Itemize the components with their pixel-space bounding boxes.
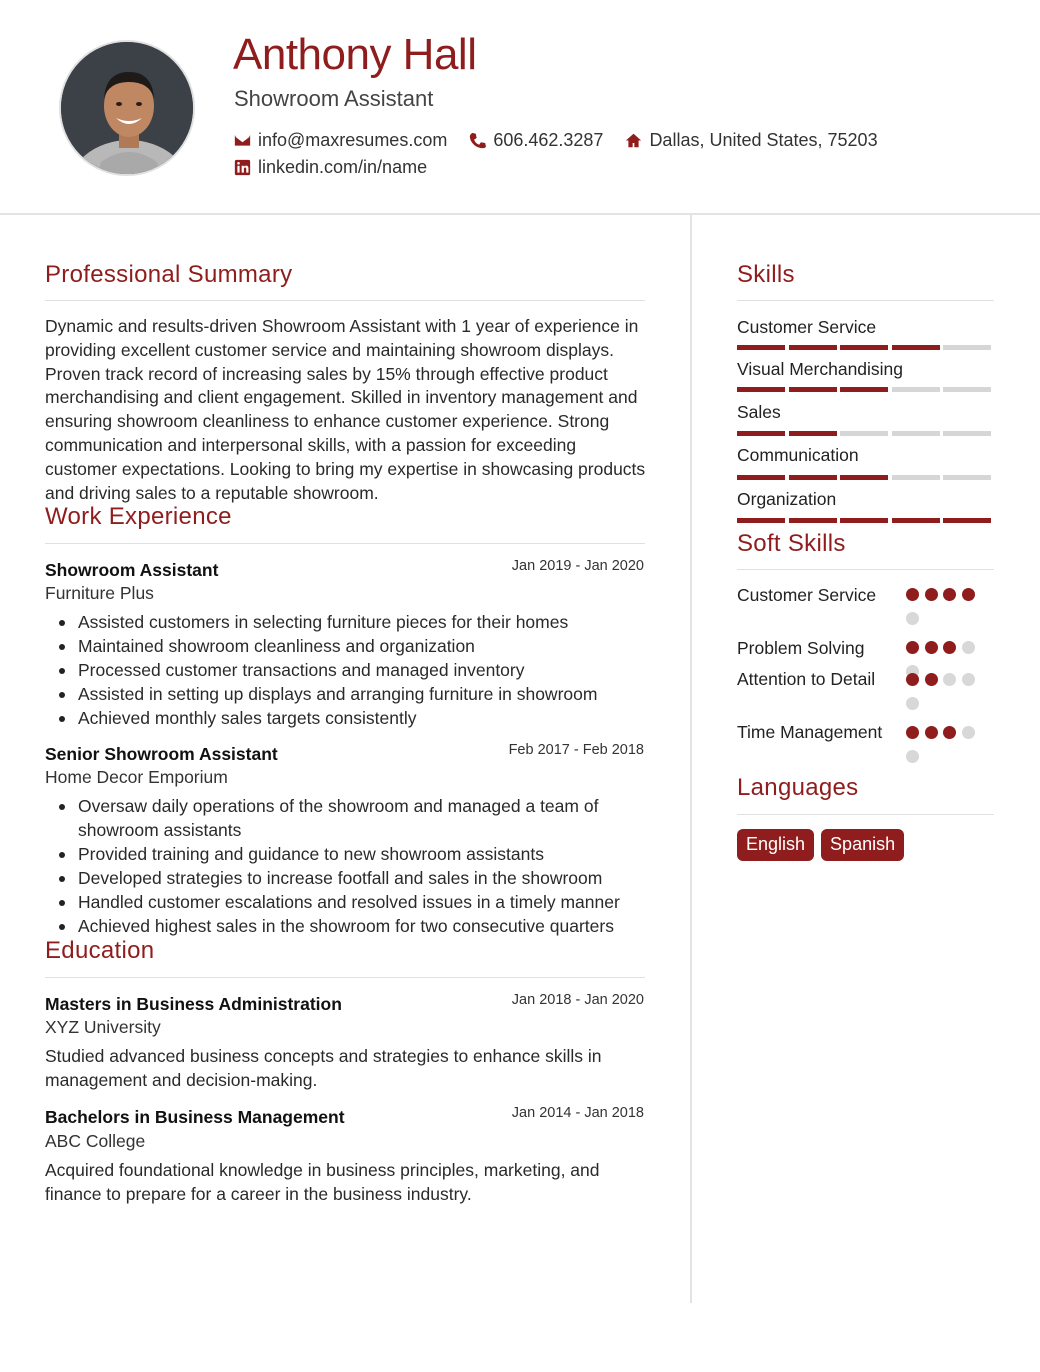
contact-row-2	[234, 157, 449, 178]
degree-title: Masters in Business Administration	[45, 994, 342, 1014]
list-item: Assisted in setting up displays and arranging furniture in showroom	[45, 682, 655, 706]
summary-heading: Professional Summary	[45, 261, 293, 288]
list-item: Achieved highest sales in the showroom for two consecutive quarters	[45, 914, 655, 938]
soft-skill-dot	[943, 726, 956, 739]
soft-skill-dot	[906, 588, 919, 601]
soft-skill-dot	[925, 588, 938, 601]
skill-level-segment	[943, 518, 991, 523]
degree-dates: Jan 2018 - Jan 2020	[511, 992, 644, 1008]
skill-level-segment	[840, 431, 888, 436]
soft-skill-dot	[962, 726, 975, 739]
email-text: info@maxresumes.com	[258, 130, 448, 150]
soft-skill-dot	[906, 612, 919, 625]
candidate-title: Showroom Assistant	[234, 86, 434, 111]
skill-level-segment	[943, 431, 991, 436]
job-company: Furniture Plus	[45, 583, 154, 603]
soft-skill-dot	[962, 673, 975, 686]
linkedin-text: linkedin.com/in/name	[258, 157, 428, 177]
envelope-icon	[234, 132, 251, 149]
profile-photo	[59, 40, 195, 176]
skill-level-segment	[840, 345, 888, 350]
skill-level-segment	[737, 518, 785, 523]
candidate-name: Anthony Hall	[233, 30, 477, 79]
job-company: Home Decor Emporium	[45, 767, 228, 787]
school-name: XYZ University	[45, 1017, 161, 1037]
job-dates: Feb 2017 - Feb 2018	[508, 742, 644, 758]
section-divider	[737, 569, 994, 570]
soft-skill-dot	[906, 697, 919, 710]
skill-name: Visual Merchandising	[737, 359, 904, 379]
avatar-illustration	[61, 42, 195, 176]
phone-contact[interactable]	[469, 130, 603, 151]
skill-level-segment	[789, 345, 837, 350]
section-divider	[45, 543, 645, 544]
phone-text: 606.462.3287	[493, 130, 604, 150]
language-badges	[737, 829, 911, 861]
linkedin-icon	[234, 159, 251, 176]
soft-skill-dot	[906, 641, 919, 654]
list-item: Oversaw daily operations of the showroom and managed a team of showroom assistants	[45, 794, 655, 842]
skill-level-bar	[737, 387, 995, 392]
soft-skill-dot	[906, 726, 919, 739]
school-name: ABC College	[45, 1131, 146, 1151]
home-icon	[625, 132, 642, 149]
list-item: Assisted customers in selecting furniture pieces for their homes	[45, 610, 655, 634]
degree-title: Bachelors in Business Management	[45, 1107, 345, 1127]
soft-skill-dots	[906, 588, 986, 636]
skill-level-segment	[840, 475, 888, 480]
list-item: Processed customer transactions and managed inventory	[45, 658, 655, 682]
skill-level-segment	[892, 475, 940, 480]
resume-header	[0, 0, 1040, 215]
soft-skill-dots	[906, 673, 986, 721]
degree-description: Studied advanced business concepts and strategies to enhance skills in management and decision-making.	[45, 1046, 602, 1090]
skill-level-segment	[943, 387, 991, 392]
skill-level-segment	[737, 431, 785, 436]
skill-name: Communication	[737, 445, 859, 465]
soft-skills-heading: Soft Skills	[737, 530, 846, 557]
skill-name: Customer Service	[737, 317, 877, 337]
skill-level-segment	[892, 431, 940, 436]
section-divider	[45, 977, 645, 978]
skill-name: Organization	[737, 489, 837, 509]
degree-dates: Jan 2014 - Jan 2018	[511, 1105, 644, 1121]
skill-level-segment	[789, 387, 837, 392]
list-item: Maintained showroom cleanliness and organization	[45, 634, 655, 658]
section-divider	[737, 814, 994, 815]
soft-skill-dot	[925, 726, 938, 739]
job-bullets	[45, 794, 655, 938]
soft-skill-dot	[943, 588, 956, 601]
skill-level-segment	[943, 345, 991, 350]
education-heading: Education	[45, 937, 155, 964]
location-text: Dallas, United States, 75203	[649, 130, 878, 150]
linkedin-contact[interactable]	[234, 157, 427, 178]
job-title: Showroom Assistant	[45, 560, 219, 580]
soft-skill-dot	[962, 588, 975, 601]
skill-level-segment	[789, 431, 837, 436]
column-divider	[690, 215, 692, 1303]
job-title: Senior Showroom Assistant	[45, 744, 278, 764]
soft-skill-dot	[925, 673, 938, 686]
list-item: Developed strategies to increase footfall and sales in the showroom	[45, 866, 655, 890]
languages-heading: Languages	[737, 774, 859, 801]
phone-icon	[469, 132, 486, 149]
soft-skill-name: Attention to Detail	[737, 669, 876, 689]
soft-skill-dot	[906, 750, 919, 763]
soft-skill-dot	[943, 673, 956, 686]
list-item: Handled customer escalations and resolved issues in a timely manner	[45, 890, 655, 914]
language-badge: English	[737, 829, 814, 861]
contact-row	[234, 130, 900, 151]
section-divider	[45, 300, 645, 301]
list-item: Achieved monthly sales targets consistently	[45, 706, 655, 730]
skill-level-segment	[892, 387, 940, 392]
skill-level-segment	[943, 475, 991, 480]
soft-skill-name: Time Management	[737, 722, 883, 742]
skill-level-segment	[789, 518, 837, 523]
skill-level-segment	[789, 475, 837, 480]
experience-heading: Work Experience	[45, 503, 232, 530]
summary-text: Dynamic and results-driven Showroom Assistant with 1 year of experience in providing excellent customer service and maintaining showroom displays. Proven track record of increasing sales by 15% through effective product merchandising and client engagement. Skilled in inventory management and ensuring showroom cleanliness to enhance customer experience. Strong communication and interpersonal skills, with a passion for exceeding customer expectations. Looking to bring my expertise in showcasing products and driving sales to a reputable showroom.	[45, 316, 646, 503]
skill-level-segment	[737, 387, 785, 392]
location-contact	[625, 130, 877, 151]
soft-skill-dot	[906, 673, 919, 686]
soft-skill-dot	[925, 641, 938, 654]
skill-level-segment	[840, 518, 888, 523]
skill-name: Sales	[737, 402, 781, 422]
skill-level-segment	[840, 387, 888, 392]
degree-description: Acquired foundational knowledge in business principles, marketing, and finance to prepare for a career in the business industry.	[45, 1160, 600, 1204]
email-contact[interactable]	[234, 130, 447, 151]
skill-level-bar	[737, 475, 995, 480]
skill-level-bar	[737, 345, 995, 350]
skill-level-segment	[892, 345, 940, 350]
skill-level-bar	[737, 518, 995, 523]
soft-skill-name: Customer Service	[737, 585, 877, 605]
job-bullets	[45, 610, 655, 730]
language-badge: Spanish	[821, 829, 904, 861]
soft-skill-name: Problem Solving	[737, 638, 865, 658]
skills-heading: Skills	[737, 261, 795, 288]
soft-skill-dot	[962, 641, 975, 654]
skill-level-segment	[737, 345, 785, 350]
job-dates: Jan 2019 - Jan 2020	[511, 558, 644, 574]
soft-skill-dots	[906, 726, 986, 774]
skill-level-bar	[737, 431, 995, 436]
skill-level-segment	[737, 475, 785, 480]
list-item: Provided training and guidance to new showroom assistants	[45, 842, 655, 866]
soft-skill-dot	[943, 641, 956, 654]
section-divider	[737, 300, 994, 301]
skill-level-segment	[892, 518, 940, 523]
